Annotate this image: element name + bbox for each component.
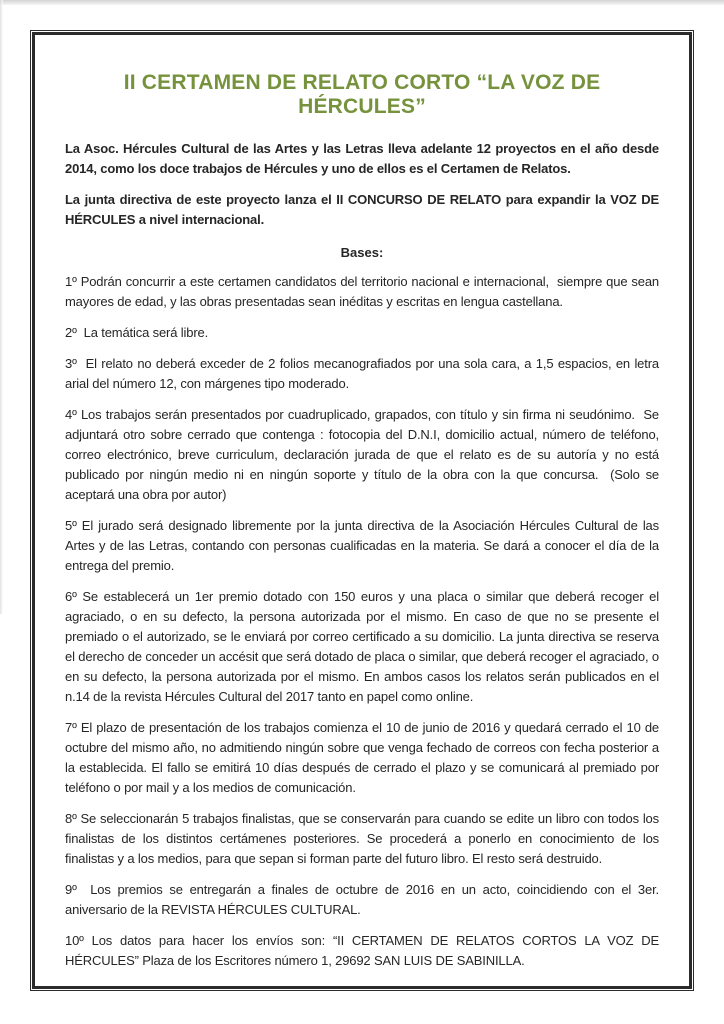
clause-paragraph-5 [65, 516, 663, 576]
clause-text: El plazo de presentación de los trabajos comienza el 10 de junio de 2016 y quedará cerrado el 10 de octubre del mismo año, no admitiendo ningún sobre que venga fechado de correos con fecha posterior a la establecida. El fallo se emitirá 10 días después de cerrado el plazo y se comunicará al premiado por teléfono o por mail y a los medios de comunicación. [65, 720, 663, 795]
clause-number: 9º [65, 882, 77, 897]
clause-text: Se seleccionarán 5 trabajos finalistas, que se conservarán para cuando se edite un libro con todos los finalistas de los distintos certámenes posteriores. Se procederá a ponerlo en conocimiento de los finalistas y a los medios, para que sepan si forman parte del futuro libro. El resto será destruido. [65, 811, 663, 866]
clause-text: Podrán concurrir a este certamen candidatos del territorio nacional e internacional, siempre que sean mayores de edad, y las obras presentadas sean inéditas y escritas en lengua castellana. [65, 274, 663, 309]
bases-heading: Bases: [340, 245, 384, 260]
clause-paragraph-10 [65, 931, 663, 971]
clause-paragraph-6 [65, 587, 666, 707]
clause-paragraph-2 [65, 323, 659, 343]
scan-artifact-left [0, 0, 3, 614]
clause-text: El relato no deberá exceder de 2 folios mecanografiados por una sola cara, a 1,5 espacios, en letra arial del número 12, con márgenes tipo moderado. [65, 356, 666, 391]
page-border-inner [32, 32, 692, 989]
clause-text: Los trabajos serán presentados por cuadruplicado, grapados, con título y sin firma ni seudónimo. Se adjuntará otro sobre cerrado que contenga : fotocopia del D.N.I, domicilio actual, número de teléfono, correo electrónico, breve curriculum, declaración jurada de que el relato es de su autoría y no está publicado por ningún medio ni en ningún soporte y título de la obra con la que concursa. (Solo se aceptará una obra por autor) [65, 407, 663, 502]
document-title: II CERTAMEN DE RELATO CORTO “LA VOZ DE HÉRCULES” [123, 71, 601, 118]
clause-paragraph-1 [65, 272, 663, 312]
clause-text: La temática será libre. [76, 325, 209, 340]
clause-paragraph-4 [65, 405, 663, 505]
page-border-frame [30, 30, 694, 991]
clause-text: Se establecerá un 1er premio dotado con 150 euros y una placa o similar que deberá recoger el agraciado, o en su defecto, la persona autorizada por el mismo. En caso de que no se presente el premiado o el autorizado, se le enviará por correo certificado a su domicilio. La junta directiva se reserva el derecho de conceder un accésit que será dotado de placa o similar, que deberá recoger el agraciado, o en su defecto, la persona autorizada por el mismo. En ambos casos los relatos serán publicados en el n.14 de la revista Hércules Cultural del 2017 tanto en papel como online. [65, 589, 666, 704]
clause-paragraph-7 [65, 718, 663, 798]
clause-text: Los datos para hacer los envíos son: “II CERTAMEN DE RELATOS CORTOS LA VOZ DE HÉRCULES” Plaza de los Escritores número 1, 29692 SAN LUIS DE SABINILLA. [65, 933, 663, 968]
scan-artifact-top [0, 0, 724, 5]
clause-number: 3º [65, 356, 77, 371]
clause-number: 8º [65, 811, 77, 826]
clause-number: 1º [65, 274, 77, 289]
clause-paragraph-3 [65, 354, 666, 394]
intro-paragraph-1: La Asoc. Hércules Cultural de las Artes y las Letras lleva adelante 12 proyectos en el año desde 2014, como los doce trabajos de Hércules y uno de ellos es el Certamen de Relatos. [65, 141, 659, 176]
document-page [35, 35, 689, 971]
clause-paragraph-8 [65, 809, 663, 869]
clause-number: 6º [65, 589, 77, 604]
clause-number: 5º [65, 518, 77, 533]
clause-text: Los premios se entregarán a finales de octubre de 2016 en un acto, coincidiendo con el 3er. aniversario de la REVISTA HÉRCULES CULTURAL. [65, 882, 663, 917]
clause-number: 10º [65, 933, 84, 948]
clause-number: 2º [65, 325, 77, 340]
clause-text: El jurado será designado libremente por la junta directiva de la Asociación Hércules Cultural de las Artes y de las Letras, contando con personas cualificadas en la materia. Se dará a conocer el día de la entrega del premio. [65, 518, 663, 573]
clause-paragraph-9 [65, 880, 663, 920]
intro-paragraph-2: La junta directiva de este proyecto lanza el II CONCURSO DE RELATO para expandir la VOZ DE HÉRCULES a nivel internacional. [65, 192, 659, 227]
clause-number: 7º [65, 720, 77, 735]
clause-number: 4º [65, 407, 77, 422]
